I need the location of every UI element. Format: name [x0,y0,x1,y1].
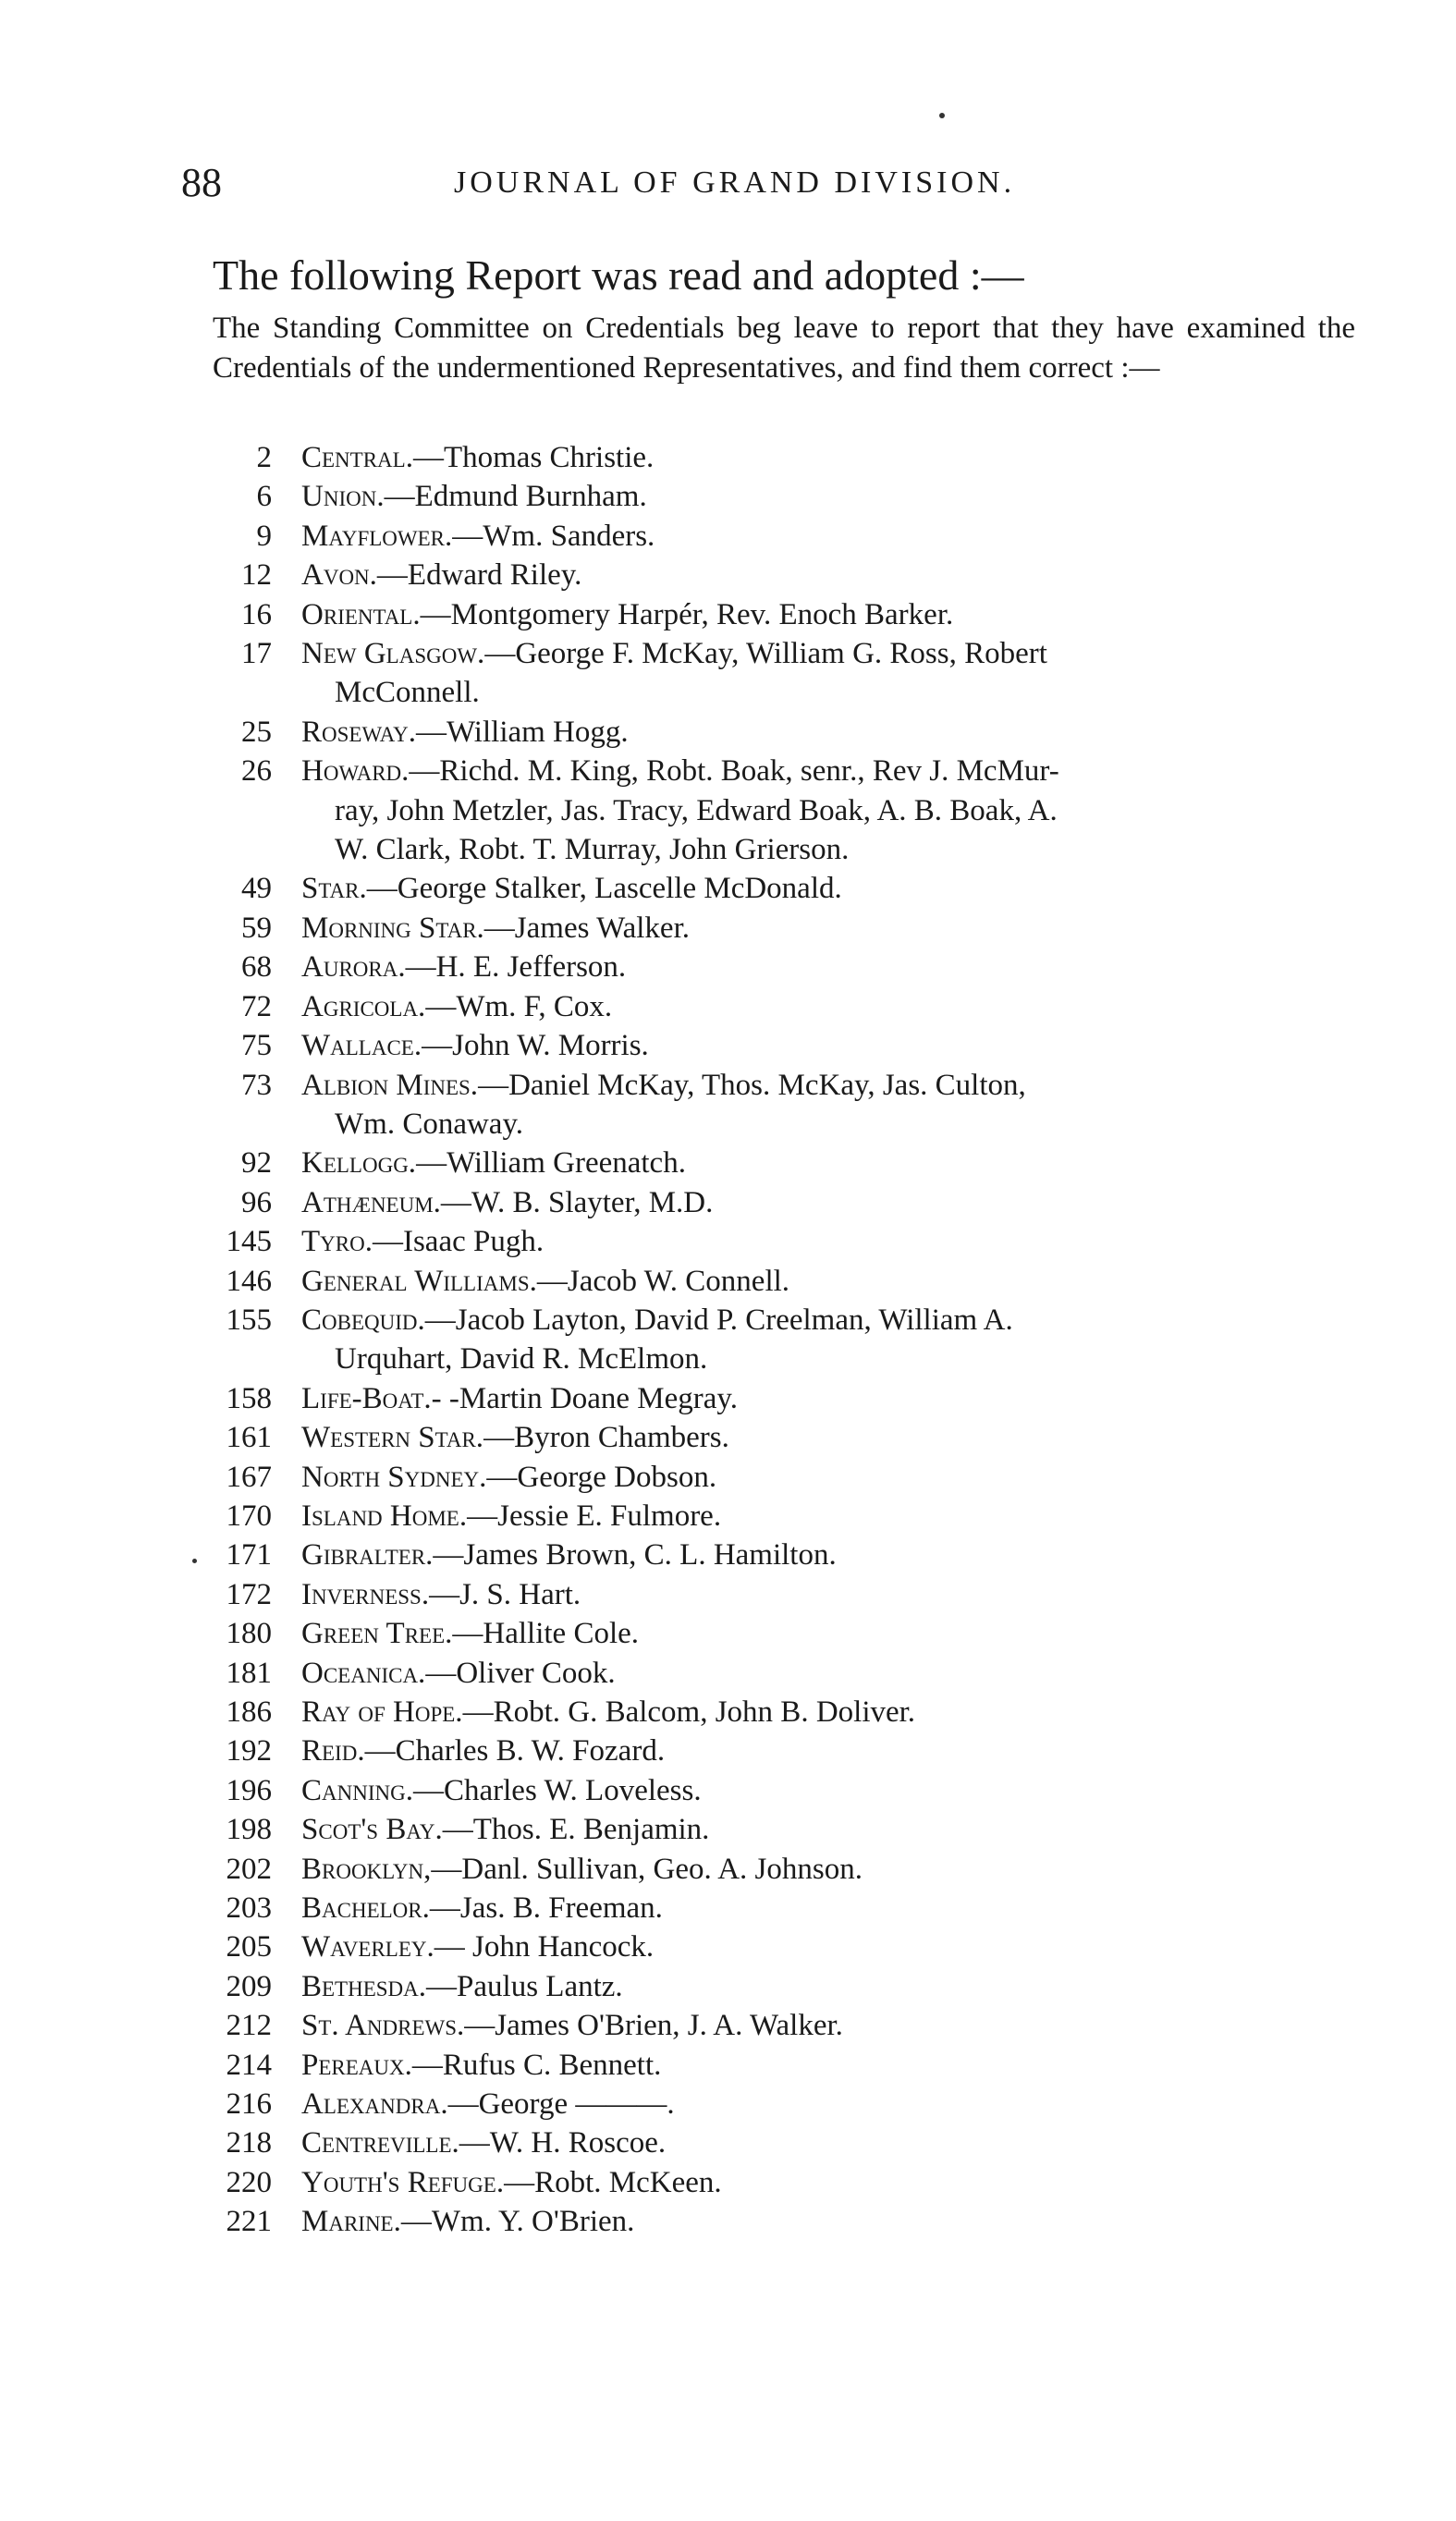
entry-line [301,1536,1361,1574]
representative-names: —Jas. B. Freeman. [429,1891,663,1926]
division-name: Life-Boat. [301,1381,432,1415]
division-number: 209 [226,1969,272,2003]
entry-line [301,987,1361,1026]
entry-line [301,2163,1361,2202]
entry-line [301,2123,1361,2162]
division-number: 6 [256,480,272,514]
list-item [181,1850,1361,1889]
division-name: Star. [301,872,367,906]
representative-names: —Wm. Sanders. [452,519,655,553]
list-item [181,517,1361,556]
list-item [181,987,1361,1026]
representative-names: —H. E. Jefferson. [405,950,627,985]
division-number: 16 [241,597,272,631]
representative-names: —William Hogg. [415,715,629,749]
representative-names: —Jessie E. Fulmore. [467,1499,722,1533]
division-name: Central. [301,441,413,474]
list-item [181,1732,1361,1770]
representative-names: —Byron Chambers. [483,1421,729,1455]
division-name: Gibralter. [301,1538,434,1573]
ink-speck [939,113,945,118]
representative-names: —Robt. McKeen. [504,2165,722,2199]
representative-names-continued: McConnell. [335,676,480,710]
representative-names-continued: Urquhart, David R. McElmon. [335,1342,708,1377]
division-number: 155 [226,1303,272,1337]
list-item [181,1575,1361,1614]
division-number: 221 [226,2205,272,2239]
division-name: Morning Star. [301,911,484,945]
division-number: 186 [226,1695,272,1729]
division-number: 192 [226,1734,272,1768]
list-item [181,1771,1361,1810]
division-number: 181 [226,1656,272,1690]
division-name: Island Home. [301,1499,468,1533]
entry-line [301,1927,1361,1966]
entry-line [301,948,1361,986]
division-number: 145 [226,1225,272,1259]
list-item [181,1222,1361,1261]
entry-line [301,2202,1361,2241]
list-item [181,1693,1361,1732]
representative-names: —J. S. Hart. [429,1577,581,1611]
division-number: 216 [226,2087,272,2122]
division-number: 202 [226,1852,272,1886]
entry-line [301,1889,1361,1927]
representative-names: —Daniel McKay, Thos. McKay, Jas. Culton, [478,1068,1026,1102]
division-name: Pereaux. [301,2048,412,2082]
division-number: 49 [241,872,272,906]
entry-line [301,1614,1361,1653]
list-item [181,2006,1361,2045]
list-item [181,2085,1361,2123]
representatives-list [181,438,1361,2242]
representative-names: —Charles B. W. Fozard. [364,1734,666,1768]
division-number: 170 [226,1499,272,1533]
entry-line [301,1732,1361,1770]
division-name: North Sydney. [301,1460,487,1494]
representative-names: —George F. McKay, William G. Ross, Robert [484,637,1047,671]
division-number: 73 [241,1068,272,1102]
list-item [181,1301,1361,1379]
division-name: Ray of Hope. [301,1695,463,1729]
division-name: Alexandra. [301,2087,448,2122]
division-number: 75 [241,1029,272,1063]
page-number: 88 [181,160,222,205]
representative-names: —Thomas Christie. [412,441,655,474]
list-item [181,909,1361,948]
division-name: Reid. [301,1734,365,1768]
representative-names: —George ———. [447,2087,675,2122]
division-name: Mayflower. [301,519,453,553]
entry-line [301,1654,1361,1693]
list-item [181,1497,1361,1536]
division-name: Brooklyn, [301,1852,432,1886]
division-number: 72 [241,989,272,1023]
list-item [181,869,1361,908]
representative-names: —Hallite Cole. [452,1617,640,1651]
representative-names-continued: W. Clark, Robt. T. Murray, John Grierson. [335,833,850,867]
division-name: Agricola. [301,989,426,1023]
representative-names: —John W. Morris. [422,1029,649,1063]
representative-names: —James O'Brien, J. A. Walker. [464,2009,843,2043]
entry-line [301,1418,1361,1457]
division-name: Inverness. [301,1577,430,1611]
division-number: 205 [226,1930,272,1964]
division-number: 25 [241,715,272,749]
division-name: Waverley. [301,1930,434,1964]
list-item [181,713,1361,752]
list-item [181,477,1361,516]
list-item [181,556,1361,594]
representative-names: —Rufus C. Bennett. [411,2048,662,2082]
entry-line [301,1458,1361,1497]
representative-names: —George Dobson. [486,1460,717,1494]
list-item [181,1967,1361,2006]
entry-line [301,1850,1361,1889]
division-number: 26 [241,754,272,789]
division-number: 214 [226,2048,272,2082]
division-name: Oceanica. [301,1656,426,1690]
entry-line [301,517,1361,556]
entry-line [301,909,1361,948]
division-name: Howard. [301,754,410,789]
division-name: Youth's Refuge. [301,2165,505,2199]
representative-names: —Thos. E. Benjamin. [442,1813,710,1847]
entry-line [301,1497,1361,1536]
entry-line [301,2085,1361,2123]
division-number: 96 [241,1185,272,1219]
list-item [181,948,1361,986]
representative-names-continued: Wm. Conaway. [335,1107,524,1141]
list-item [181,2123,1361,2162]
division-name: Tyro. [301,1225,373,1259]
division-number: 146 [226,1264,272,1298]
representative-names: —Montgomery Harpér, Rev. Enoch Barker. [420,597,954,631]
list-item [181,1927,1361,1966]
entry-line [301,2006,1361,2045]
entry-line [301,477,1361,516]
entry-line [301,713,1361,752]
list-item [181,1066,1361,1144]
running-head [181,155,1355,211]
entry-line [301,1144,1361,1182]
journal-title: JOURNAL OF GRAND DIVISION. [454,165,1016,200]
entry-line [301,1066,1361,1105]
list-item [181,1379,1361,1418]
division-name: Aurora. [301,950,406,985]
representative-names: —W. B. Slayter, M.D. [440,1185,714,1219]
division-name: Scot's Bay. [301,1813,443,1847]
representative-names-continued: ray, John Metzler, Jas. Tracy, Edward Boak, A. B. Boak, A. [335,793,1058,827]
entry-line [301,1810,1361,1849]
entry-line [301,1379,1361,1418]
list-item [181,438,1361,477]
division-number: 59 [241,911,272,945]
list-item [181,1810,1361,1849]
division-name: Bachelor. [301,1891,430,1926]
list-item [181,595,1361,634]
entry-line [301,752,1361,790]
division-name: Roseway. [301,715,416,749]
representative-names: —Robt. G. Balcom, John B. Doliver. [462,1695,916,1729]
division-number: 196 [226,1773,272,1807]
entry-line [301,2046,1361,2085]
division-number: 158 [226,1381,272,1415]
list-item [181,2163,1361,2202]
division-number: 68 [241,950,272,985]
list-item [181,2046,1361,2085]
division-number: 220 [226,2165,272,2199]
division-number: 167 [226,1460,272,1494]
entry-line [301,869,1361,908]
representative-names: —Oliver Cook. [425,1656,616,1690]
division-name: Oriental. [301,597,421,631]
list-item [181,1458,1361,1497]
representative-names: —Paulus Lantz. [426,1969,623,2003]
division-number: 92 [241,1146,272,1181]
division-name: Green Tree. [301,1617,453,1651]
division-number: 212 [226,2009,272,2043]
entry-line [301,1183,1361,1222]
representative-names: —William Greenatch. [416,1146,686,1181]
division-name: Avon. [301,558,377,593]
representative-names: —James Walker. [483,911,690,945]
representative-names: —Jacob Layton, David P. Creelman, William A. [424,1303,1013,1337]
representative-names: —Edmund Burnham. [384,480,647,514]
division-name: Marine. [301,2205,401,2239]
entry-line [301,634,1361,673]
list-item [181,1536,1361,1574]
division-number: 12 [241,558,272,593]
representative-names: —Wm. Y. O'Brien. [400,2205,635,2239]
representative-names: — John Hancock. [434,1930,655,1964]
representative-names: —James Brown, C. L. Hamilton. [433,1538,837,1573]
entry-line [301,438,1361,477]
division-number: 172 [226,1577,272,1611]
representative-names: —W. H. Roscoe. [459,2126,667,2160]
list-item [181,1144,1361,1182]
division-name: Albion Mines. [301,1068,479,1102]
list-item [181,752,1361,869]
division-name: Cobequid. [301,1303,425,1337]
entry-line [301,1967,1361,2006]
entry-line [301,1222,1361,1261]
division-name: New Glasgow. [301,637,485,671]
division-name: General Williams. [301,1264,537,1298]
entry-line [301,1575,1361,1614]
division-number: 198 [226,1813,272,1847]
division-number: 2 [256,441,272,474]
division-name: Athæneum. [301,1185,441,1219]
list-item [181,2202,1361,2241]
division-number: 171 [226,1538,272,1573]
entry-line [301,1693,1361,1732]
representative-names: —Wm. F, Cox. [425,989,613,1023]
division-name: Bethesda. [301,1969,427,2003]
division-number: 9 [256,519,272,553]
entry-line [301,1262,1361,1301]
entry-line [301,1771,1361,1810]
division-number: 180 [226,1617,272,1651]
division-name: Canning. [301,1773,413,1807]
division-number: 161 [226,1421,272,1455]
list-item [181,1026,1361,1065]
list-item [181,1183,1361,1222]
division-name: Western Star. [301,1421,484,1455]
representative-names: —Isaac Pugh. [372,1225,544,1259]
list-item [181,1889,1361,1927]
division-name: St. Andrews. [301,2009,465,2043]
division-number: 203 [226,1891,272,1926]
representative-names: —Edward Riley. [376,558,582,593]
representative-names: —Richd. M. King, Robt. Boak, senr., Rev J. McMur- [409,754,1059,789]
representative-names: —George Stalker, Lascelle McDonald. [366,872,842,906]
division-name: Wallace. [301,1029,422,1063]
list-item [181,1614,1361,1653]
division-number: 17 [241,637,272,671]
report-paragraph: The Standing Committee on Credentials beg leave to report that they have examined the Credentials of the undermentioned Representatives, and find them correct :— [213,312,1355,385]
list-item [181,1654,1361,1693]
entry-line [301,1301,1361,1340]
representative-names: —Jacob W. Connell. [536,1264,790,1298]
representative-names: - -Martin Doane Megray. [431,1381,739,1415]
list-item [181,1418,1361,1457]
list-item [181,634,1361,713]
entry-line [301,595,1361,634]
entry-line [301,556,1361,594]
list-item [181,1262,1361,1301]
representative-names: —Charles W. Loveless. [412,1773,702,1807]
division-name: Union. [301,480,385,514]
division-name: Centreville. [301,2126,459,2160]
representative-names: —Danl. Sullivan, Geo. A. Johnson. [431,1852,863,1886]
entry-line [301,1026,1361,1065]
division-name: Kellogg. [301,1146,417,1181]
division-number: 218 [226,2126,272,2160]
report-heading: The following Report was read and adopted :— [213,251,1024,299]
